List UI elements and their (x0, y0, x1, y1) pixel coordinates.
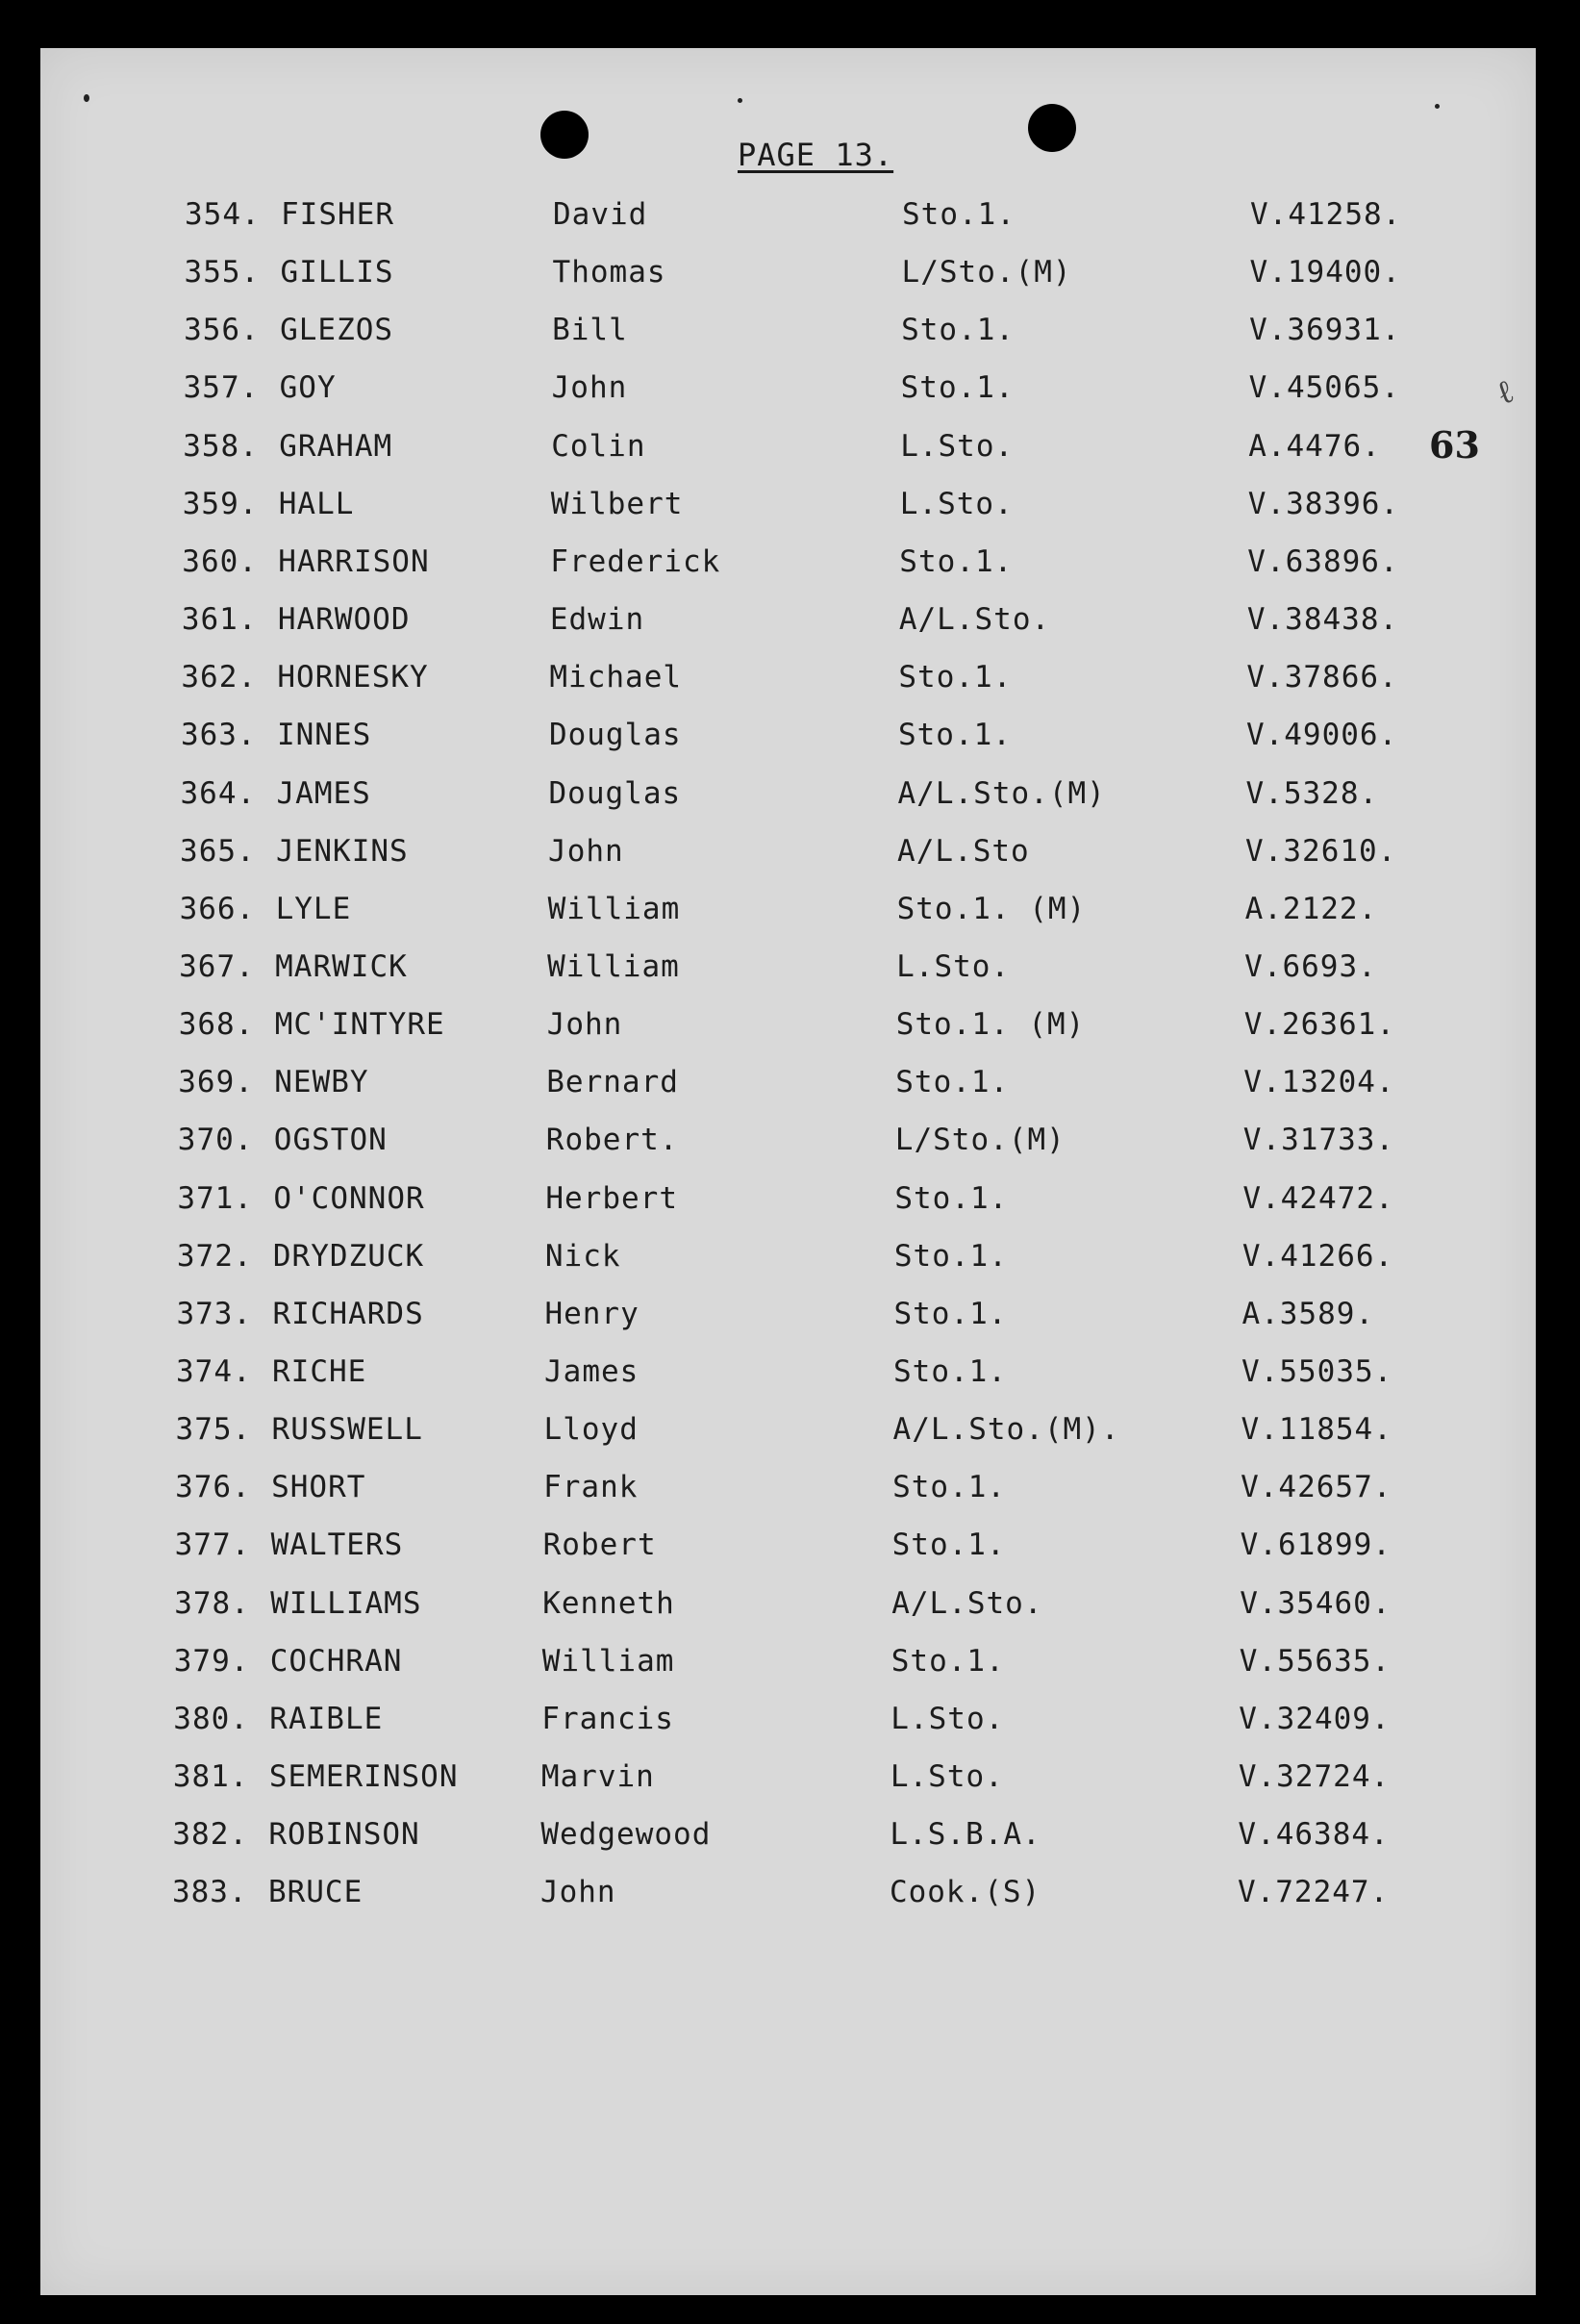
rank: Sto.1. (893, 1296, 1008, 1331)
surname: MARWICK (275, 948, 408, 984)
service-number: A.2122. (1244, 891, 1378, 926)
rank: L.Sto. (890, 1701, 1005, 1736)
entry-number: 358. (183, 428, 259, 464)
entry-number: 356. (184, 313, 260, 348)
service-number: V.19400. (1249, 255, 1401, 290)
given-name: Herbert (545, 1180, 678, 1216)
given-name: Frederick (550, 543, 721, 579)
roster-row (176, 1412, 1522, 1460)
roster-row (177, 1239, 1523, 1287)
roster-row (182, 602, 1528, 650)
entry-number: 371. (177, 1180, 253, 1216)
service-number: V.49006. (1245, 718, 1398, 753)
surname: O'CONNOR (273, 1180, 425, 1216)
roster-row (182, 544, 1528, 593)
service-number: V.41258. (1250, 197, 1402, 232)
given-name: John (548, 833, 624, 869)
rank: Sto.1. (890, 1643, 1005, 1679)
surname: LYLE (275, 891, 352, 926)
entry-number: 383. (171, 1875, 248, 1910)
roster-row (179, 1007, 1525, 1055)
surname: COCHRAN (269, 1643, 403, 1679)
service-number: V.61899. (1240, 1528, 1392, 1563)
surname: HARWOOD (277, 602, 411, 638)
rank: Sto.1. (892, 1470, 1007, 1505)
service-number: V.37866. (1246, 660, 1398, 695)
surname: SEMERINSON (268, 1759, 459, 1795)
surname: MC'INTYRE (274, 1007, 445, 1043)
roster-row (173, 1702, 1519, 1750)
rank: A/L.Sto (897, 833, 1030, 869)
service-number: V.41266. (1241, 1238, 1394, 1274)
document-page (40, 48, 1536, 2295)
roster-row (183, 487, 1529, 535)
surname: GILLIS (280, 255, 394, 290)
rank: Sto.1. (891, 1528, 1006, 1563)
entry-number: 364. (180, 775, 257, 811)
entry-number: 362. (181, 660, 258, 695)
entry-number: 360. (182, 543, 258, 579)
roster-row (174, 1586, 1520, 1634)
roster-row (181, 660, 1527, 708)
roster-row (173, 1759, 1519, 1807)
roster-row (179, 949, 1525, 998)
entry-number: 377. (174, 1528, 251, 1563)
rank: A/L.Sto. (891, 1585, 1043, 1621)
service-number: V.11854. (1241, 1412, 1392, 1448)
roster-row (185, 197, 1531, 245)
given-name: Colin (551, 428, 646, 464)
given-name: Nick (544, 1238, 621, 1274)
entry-number: 370. (177, 1123, 254, 1158)
service-number: V.32409. (1239, 1701, 1391, 1736)
roster-row (180, 834, 1526, 882)
service-number: V.45065. (1248, 370, 1400, 406)
service-number: V.35460. (1240, 1585, 1392, 1621)
roster-row (176, 1297, 1522, 1345)
surname: HARRISON (278, 543, 430, 579)
margin-page-number: 63 (1429, 423, 1480, 467)
rank: L.Sto. (896, 948, 1011, 984)
entry-number: 380. (173, 1701, 249, 1736)
roster-row (172, 1875, 1518, 1923)
rank: L/Sto.(M) (894, 1123, 1066, 1158)
crew-roster (40, 48, 1536, 2295)
given-name: William (547, 891, 681, 926)
roster-row (177, 1181, 1523, 1229)
rank: Sto.1. (895, 1065, 1010, 1100)
given-name: John (546, 1007, 623, 1043)
service-number: V.31733. (1242, 1123, 1395, 1158)
given-name: Douglas (548, 775, 682, 811)
entry-number: 359. (182, 486, 259, 521)
rank: A/L.Sto.(M). (892, 1412, 1120, 1448)
service-number: A.3589. (1241, 1296, 1375, 1331)
roster-row (184, 370, 1530, 418)
margin-pencil-mark: ℓ (1491, 371, 1519, 414)
roster-row (178, 1123, 1524, 1171)
roster-row (175, 1470, 1521, 1518)
surname: JAMES (276, 775, 371, 811)
given-name: James (544, 1354, 640, 1389)
entry-number: 355. (184, 255, 261, 290)
rank: Sto.1. (893, 1354, 1007, 1389)
service-number: V.42657. (1241, 1470, 1392, 1505)
surname: RICHARDS (272, 1296, 424, 1331)
entry-number: 382. (172, 1817, 249, 1853)
rank: L.Sto. (900, 428, 1015, 464)
given-name: Lloyd (543, 1412, 639, 1448)
entry-number: 363. (180, 718, 257, 753)
rank: A/L.Sto. (898, 602, 1051, 638)
surname: GOY (279, 370, 337, 406)
service-number: V.38438. (1246, 602, 1399, 638)
surname: OGSTON (273, 1123, 388, 1158)
roster-row (184, 313, 1530, 361)
given-name: Marvin (540, 1759, 655, 1795)
entry-number: 374. (176, 1354, 252, 1389)
given-name: Bernard (546, 1065, 679, 1100)
roster-row (180, 892, 1526, 940)
service-number: V.26361. (1243, 1007, 1395, 1043)
entry-number: 354. (185, 197, 261, 232)
surname: GLEZOS (280, 313, 394, 348)
rank: Sto.1. (898, 660, 1013, 695)
page-title: PAGE 13. (738, 137, 894, 173)
surname: WILLIAMS (270, 1585, 422, 1621)
roster-row (178, 1065, 1524, 1113)
entry-number: 366. (179, 891, 256, 926)
rank: Sto.1. (893, 1238, 1008, 1274)
roster-row (174, 1644, 1520, 1692)
rank: L.S.B.A. (890, 1817, 1041, 1853)
entry-number: 357. (183, 370, 260, 406)
surname: RICHE (272, 1354, 367, 1389)
service-number: V.5328. (1245, 775, 1379, 811)
service-number: V.36931. (1249, 313, 1401, 348)
roster-row (176, 1354, 1522, 1402)
service-number: V.55035. (1241, 1354, 1393, 1389)
surname: RAIBLE (269, 1701, 384, 1736)
service-number: V.63896. (1247, 543, 1399, 579)
surname: SHORT (271, 1470, 366, 1505)
rank: Sto.1. (899, 543, 1014, 579)
entry-number: 381. (172, 1759, 249, 1795)
rank: Sto.1. (901, 313, 1016, 348)
rank: Sto.1. (897, 718, 1012, 753)
given-name: Michael (549, 660, 683, 695)
entry-number: 365. (180, 833, 256, 869)
surname: ROBINSON (268, 1817, 420, 1853)
rank: Sto.1. (894, 1180, 1009, 1216)
service-number: V.38396. (1247, 486, 1400, 521)
service-number: V.72247. (1237, 1875, 1390, 1910)
service-number: V.32724. (1238, 1759, 1391, 1795)
given-name: Robert (542, 1528, 657, 1563)
rank: Sto.1. (M) (896, 891, 1087, 926)
service-number: V.13204. (1243, 1065, 1395, 1100)
given-name: Wilbert (550, 486, 684, 521)
service-number: V.6693. (1244, 948, 1377, 984)
surname: BRUCE (267, 1875, 364, 1910)
entry-number: 368. (178, 1007, 255, 1043)
roster-row (172, 1817, 1518, 1865)
given-name: Edwin (549, 602, 645, 638)
given-name: William (547, 948, 680, 984)
rank: Sto.1. (M) (895, 1007, 1086, 1043)
rank: Sto.1. (900, 370, 1015, 406)
roster-row (185, 255, 1531, 303)
given-name: Kenneth (542, 1585, 675, 1621)
surname: JENKINS (276, 833, 409, 869)
given-name: John (551, 370, 628, 406)
rank: L.Sto. (899, 486, 1014, 521)
service-number: V.32610. (1245, 833, 1397, 869)
surname: DRYDZUCK (272, 1238, 425, 1274)
given-name: Thomas (552, 255, 666, 290)
roster-row (183, 429, 1529, 477)
entry-number: 367. (179, 948, 255, 984)
surname: INNES (276, 718, 372, 753)
entry-number: 369. (178, 1065, 254, 1100)
given-name: John (539, 1875, 616, 1910)
roster-row (181, 718, 1527, 766)
entry-number: 375. (175, 1412, 252, 1448)
given-name: William (541, 1643, 675, 1679)
surname: RUSSWELL (271, 1412, 423, 1448)
given-name: David (553, 197, 648, 232)
entry-number: 379. (173, 1643, 250, 1679)
surname: WALTERS (270, 1528, 404, 1563)
surname: HALL (278, 486, 355, 521)
given-name: Douglas (548, 718, 682, 753)
entry-number: 372. (176, 1238, 253, 1274)
given-name: Wedgewood (540, 1817, 712, 1853)
given-name: Bill (552, 313, 628, 348)
service-number: A.4476. (1248, 428, 1381, 464)
entry-number: 378. (174, 1585, 250, 1621)
roster-row (181, 776, 1527, 824)
roster-row (175, 1528, 1521, 1576)
surname: HORNESKY (277, 660, 429, 695)
surname: NEWBY (274, 1065, 369, 1100)
given-name: Henry (544, 1296, 640, 1331)
service-number: V.42472. (1242, 1180, 1394, 1216)
entry-number: 373. (176, 1296, 253, 1331)
rank: Cook.(S) (889, 1875, 1041, 1910)
rank: L.Sto. (890, 1759, 1004, 1795)
rank: Sto.1. (902, 197, 1016, 232)
surname: GRAHAM (279, 428, 393, 464)
given-name: Francis (541, 1701, 674, 1736)
given-name: Robert. (545, 1123, 679, 1158)
entry-number: 361. (181, 602, 258, 638)
entry-number: 376. (175, 1470, 251, 1505)
service-number: V.55635. (1239, 1643, 1392, 1679)
service-number: V.46384. (1238, 1817, 1390, 1853)
rank: A/L.Sto.(M) (897, 775, 1106, 811)
rank: L/Sto.(M) (901, 255, 1072, 290)
given-name: Frank (543, 1470, 639, 1505)
surname: FISHER (281, 197, 394, 232)
